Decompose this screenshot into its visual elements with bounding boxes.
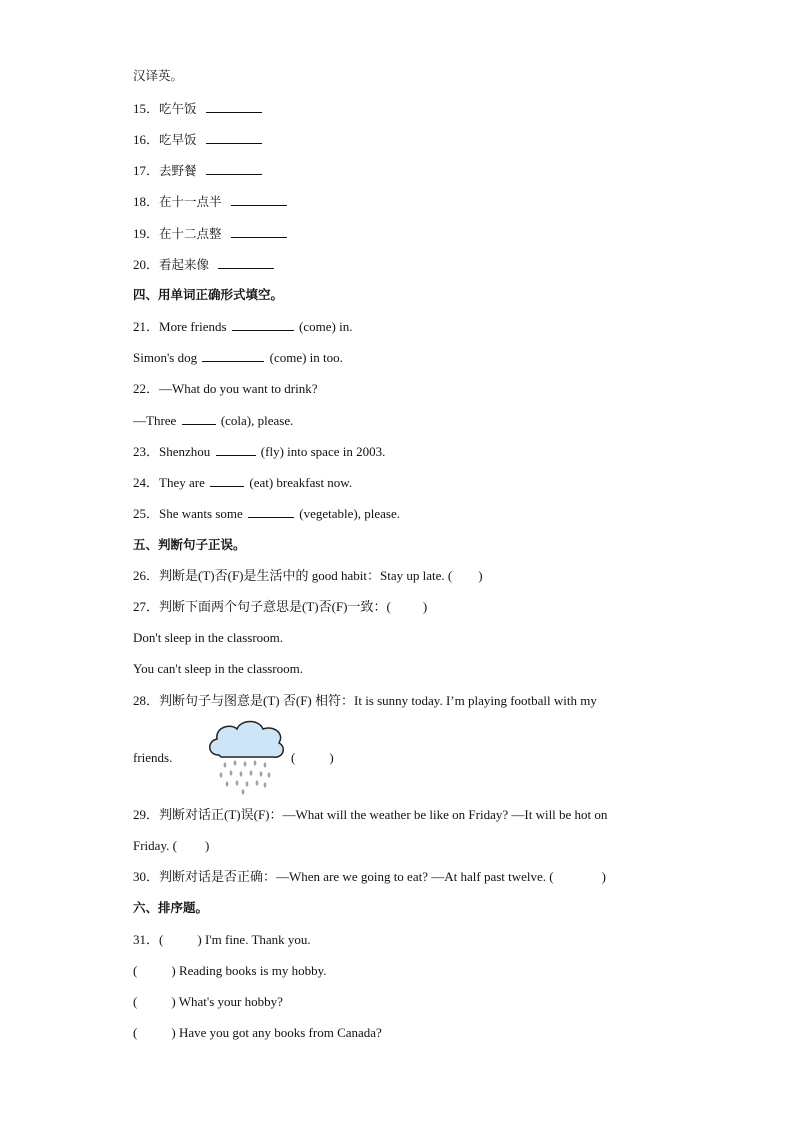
question-text: 判断句子与图意是(T) 否(F) 相符：It is sunny today. I’m playing football with my bbox=[159, 693, 597, 708]
question-24 bbox=[133, 474, 352, 491]
question-number: 24． bbox=[133, 475, 160, 490]
question-number: 29． bbox=[133, 807, 160, 822]
question-number: 27． bbox=[133, 599, 160, 614]
question-text: Simon's dog bbox=[133, 350, 198, 365]
question-text: Shenzhou bbox=[159, 444, 211, 459]
question-28-continued bbox=[133, 750, 172, 766]
question-text: 吃午饭 bbox=[159, 101, 197, 116]
question-31-line-4: ( ) Have you got any books from Canada? bbox=[133, 1025, 382, 1040]
question-number: 19． bbox=[133, 226, 160, 241]
answer-blank[interactable] bbox=[231, 225, 287, 238]
paren-close: ) bbox=[478, 568, 483, 583]
answer-blank[interactable] bbox=[231, 193, 287, 206]
answer-blank[interactable] bbox=[182, 412, 216, 425]
question-21a bbox=[133, 318, 352, 335]
question-29-continued bbox=[133, 838, 209, 854]
answer-blank[interactable] bbox=[206, 162, 262, 175]
question-26 bbox=[133, 568, 483, 584]
answer-blank[interactable] bbox=[216, 443, 256, 456]
answer-blank[interactable] bbox=[210, 474, 244, 487]
question-text: 看起来像 bbox=[159, 257, 210, 272]
question-text: 判断对话是否正确：—When are we going to eat? —At half past twelve. ( bbox=[159, 869, 554, 884]
question-text: 在十一点半 bbox=[159, 194, 222, 209]
question-number: 30． bbox=[133, 869, 160, 884]
paren-open: ( bbox=[291, 750, 296, 765]
question-27-sentence-2: You can't sleep in the classroom. bbox=[133, 661, 303, 676]
rain-cloud-icon bbox=[205, 715, 287, 795]
question-27 bbox=[133, 599, 427, 615]
section-intro: 汉译英。 bbox=[133, 68, 184, 83]
question-number: 16． bbox=[133, 132, 160, 147]
question-number: 31． bbox=[133, 932, 160, 947]
question-22b bbox=[133, 412, 293, 429]
question-text: 去野餐 bbox=[159, 163, 197, 178]
question-23 bbox=[133, 443, 385, 460]
question-28-answer bbox=[291, 750, 334, 766]
question-30 bbox=[133, 869, 606, 885]
question-27-sentence-1: Don't sleep in the classroom. bbox=[133, 630, 284, 645]
section-heading-6: 六、排序题。 bbox=[133, 900, 209, 915]
question-number: 25． bbox=[133, 506, 160, 521]
question-text: They are bbox=[159, 475, 205, 490]
question-text: 判断下面两个句子意思是(T)否(F)一致：( bbox=[159, 599, 391, 614]
paren-close: ) bbox=[204, 838, 210, 853]
question-number: 20． bbox=[133, 257, 160, 272]
question-17 bbox=[133, 162, 264, 179]
question-number: 21． bbox=[133, 319, 160, 334]
question-number: 26． bbox=[133, 568, 160, 583]
question-text: (eat) breakfast now. bbox=[249, 475, 353, 490]
question-19 bbox=[133, 225, 289, 242]
sentence-text: I'm fine. Thank you. bbox=[204, 932, 311, 947]
question-number: 15． bbox=[133, 101, 160, 116]
question-number: 18． bbox=[133, 194, 160, 209]
question-28 bbox=[133, 693, 597, 709]
question-text: 吃早饭 bbox=[159, 132, 197, 147]
question-29 bbox=[133, 807, 607, 823]
question-text: Friday. ( bbox=[133, 838, 177, 853]
question-31-line-2: ( ) Reading books is my hobby. bbox=[133, 963, 327, 978]
question-22a bbox=[133, 381, 318, 397]
question-text: 判断对话正(T)误(F)：—What will the weather be like on Friday? —It will be hot on bbox=[159, 807, 608, 822]
question-text: 判断是(T)否(F)是生活中的 good habit：Stay up late. ( bbox=[159, 568, 453, 583]
answer-blank[interactable] bbox=[202, 349, 264, 362]
question-number: 22． bbox=[133, 381, 160, 396]
question-20 bbox=[133, 256, 276, 273]
question-text: friends. bbox=[133, 750, 173, 765]
answer-blank[interactable] bbox=[206, 131, 262, 144]
paren-close: ) bbox=[329, 750, 334, 765]
question-text: (cola), please. bbox=[220, 413, 294, 428]
sentence-text: What's your hobby? bbox=[178, 994, 283, 1009]
question-text: (fly) into space in 2003. bbox=[260, 444, 386, 459]
question-18 bbox=[133, 193, 289, 210]
question-text: More friends bbox=[159, 319, 227, 334]
question-16 bbox=[133, 131, 264, 148]
question-text: —What do you want to drink? bbox=[159, 381, 318, 396]
paren-close: ) bbox=[601, 869, 606, 884]
section-heading-4: 四、用单词正确形式填空。 bbox=[133, 287, 284, 302]
question-25 bbox=[133, 505, 400, 522]
question-21b bbox=[133, 349, 343, 366]
answer-blank[interactable] bbox=[248, 505, 294, 518]
question-text: (come) in. bbox=[299, 319, 353, 334]
question-text: —Three bbox=[133, 413, 177, 428]
question-text: (come) in too. bbox=[269, 350, 343, 365]
sentence-text: Reading books is my hobby. bbox=[178, 963, 327, 978]
answer-blank[interactable] bbox=[206, 100, 262, 113]
section-heading-5: 五、判断句子正误。 bbox=[133, 537, 246, 552]
question-number: 28． bbox=[133, 693, 160, 708]
answer-blank[interactable] bbox=[218, 256, 274, 269]
question-number: 17． bbox=[133, 163, 160, 178]
question-text: She wants some bbox=[159, 506, 243, 521]
question-31-line-3: ( ) What's your hobby? bbox=[133, 994, 283, 1009]
sentence-text: Have you got any books from Canada? bbox=[178, 1025, 382, 1040]
question-15 bbox=[133, 100, 264, 117]
question-text: (vegetable), please. bbox=[299, 506, 400, 521]
answer-blank[interactable] bbox=[232, 318, 294, 331]
question-number: 23． bbox=[133, 444, 160, 459]
paren-close: ) bbox=[422, 599, 428, 614]
question-31-line-1: 31．( ) I'm fine. Thank you. bbox=[133, 932, 311, 947]
question-text: 在十二点整 bbox=[159, 226, 222, 241]
